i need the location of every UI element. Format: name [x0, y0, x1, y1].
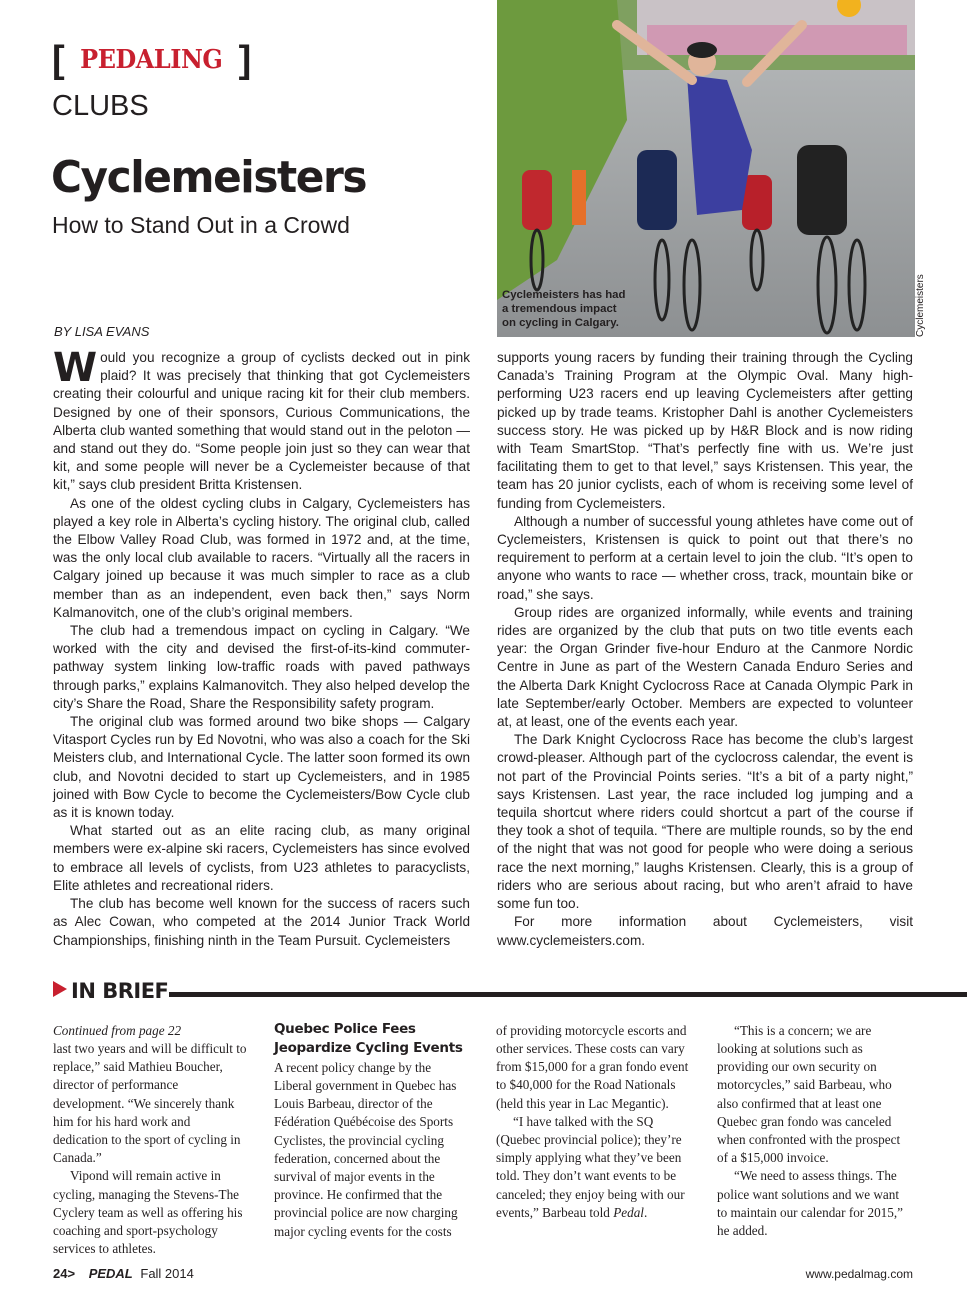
article-title: Cyclemeisters [51, 152, 367, 203]
kicker-label: PEDALING [80, 45, 223, 75]
race-finish-image [497, 0, 915, 337]
in-brief-heading [53, 978, 168, 1004]
drop-cap: W [53, 345, 98, 391]
paragraph-text: “I have talked with the SQ (Quebec provincial police); they’re simply applying what they’ve been told. They don’t want events to be canceled; they enjoy being with our events,” Barbeau told [496, 1113, 685, 1220]
issue-label: Fall 2014 [140, 1266, 194, 1282]
magazine-name: Pedal [613, 1204, 644, 1220]
brief-paragraph: “We need to assess things. The police want solutions and we want to maintain our calendar for 2015,” he added. [717, 1168, 904, 1238]
photo-caption [502, 288, 625, 330]
article-paragraph: Although a number of successful young athletes have come out of Cyclemeisters, Kristensen is quick to point out that there’s no requirement to perform at a certain level to join the club. “It’s open to anyone who wants to race — whether cross, track, mountain bike or road,” she says. [497, 513, 913, 602]
caption-line: a tremendous impact [502, 303, 617, 315]
cyclists-photo [497, 0, 915, 337]
in-brief-divider [169, 992, 967, 997]
section-kicker [52, 40, 251, 83]
brief-paragraph: last two years and will be difficult to replace,” said Mathieu Boucher, director of performance development. “We sincerely thank him for his hard work and dedication to the sport of cycling in Canada.” [53, 1040, 247, 1166]
punctuation: . [643, 1204, 648, 1220]
section-label: CLUBS [52, 90, 149, 122]
page-body [53, 345, 913, 1302]
brief-paragraph: Vipond will remain active in cycling, managing the Stevens-The Cyclery team as well as offering his coaching and sport-psychology services to athletes. [53, 1168, 243, 1257]
article-paragraph: As one of the oldest cycling clubs in Calgary, Cyclemeisters has played a key role in Alberta’s cycling history. The original club, called the Elbow Valley Road Club, was formed in 1972 and, at the time, was the only local club available to racers. “Virtually all the racers in Calgary joined up because it was much simpler to race as a club member than as an independent, even back then,” says Norm Kalmanovitch, one of the club’s original members. [53, 495, 470, 620]
brief-paragraph: “This is a concern; we are looking at solutions such as providing our own security on motorcycles,” said Barbeau, who also confirmed that at least one Quebec gran fondo was canceled when confronted with the prospect of a $15,000 invoice. [717, 1022, 901, 1166]
brief-paragraph: of providing motorcycle escorts and other services. These costs can vary from $15,000 for a gran fondo event to $40,000 for the Road Nationals (held this year in Lac Megantic). [496, 1022, 689, 1111]
article-column-left [53, 345, 470, 950]
article-paragraph [53, 345, 470, 495]
brief-paragraph [496, 1113, 691, 1222]
photo-credit: Cyclemeisters [915, 274, 926, 337]
continued-note: Continued from page 22 [53, 1022, 182, 1038]
bracket-open: [ [52, 39, 65, 81]
page-number: 24 [53, 1266, 68, 1282]
article-paragraph: What started out as an elite racing club, as many original members were ex-alpine ski racers, Cyclemeisters has since evolved to embrace all levels of cyclists, from U23 athletes to paracyclists, Elite athletes and recreational riders. [53, 823, 470, 893]
article-paragraph: For more information about Cyclemeisters, visit www.cyclemeisters.com. [497, 914, 913, 948]
bracket-close: ] [238, 39, 251, 81]
in-brief-columns [53, 1022, 913, 1259]
article-paragraph: The club has become well known for the success of racers such as Alec Cowan, who competed at the 2014 Junior Track World Championships, finishing ninth in the Team Pursuit. Cyclemeisters [53, 896, 470, 948]
article-paragraph: supports young racers by funding their training through the Cycling Canada’s Training Program at the Olympic Oval. Many high-performing U23 racers end up leaving Cyclemeisters after getting picked up by trade teams. Kristopher Dahl is another Cyclemeisters success story. He was picked up by H&R Block and is now riding with Team SmartStop. “That’s perfectly fine with us. We’re just facilitating them to get to that level,” says Kristensen. This year, the team has 20 junior cyclists, each of whom is receiving some level of funding from Cyclemeisters. [497, 350, 913, 511]
brief-column-2 [274, 1022, 470, 1241]
article-paragraph: Group rides are organized informally, while events and training rides are organized by the club that puts on two title events each year: the Organ Grinder five-hour Enduro at the Canmore Nordic Centre in June as part of the Western Canada Enduro Series and the Alberta Dark Knight Cyclocross Race at Canada Olympic Park in late September/early October. Members are expected to volunteer at, at least, one of the events each year. [497, 604, 913, 730]
magazine-title: PEDAL [88, 1266, 133, 1282]
byline: BY LISA EVANS [54, 324, 150, 339]
article-body [53, 345, 913, 950]
article-column-right [497, 349, 913, 950]
brief-column-4 [717, 1022, 907, 1240]
brief-column-3 [496, 1022, 691, 1222]
article-subtitle: How to Stand Out in a Crowd [52, 212, 350, 238]
article-paragraph: The club had a tremendous impact on cycling in Calgary. “We worked with the city and devised the first-of-its-kind commuter-pathway system linking low-traffic roads with paved pathways through parks,” explains Kalmanovitch. They also helped develop the city’s Share the Road, Share the Responsibility safety program. [53, 623, 470, 711]
brief-story-title: Quebec Police Fees Jeopardize Cycling Events [274, 1020, 463, 1056]
in-brief-header [53, 978, 967, 1004]
caption-line: on cycling in Calgary. [502, 317, 619, 329]
page-arrow: > [67, 1266, 76, 1282]
brief-column-1 [53, 1022, 248, 1259]
play-arrow-icon [53, 981, 67, 997]
in-brief-label: IN BRIEF [71, 978, 169, 1003]
page-footer [53, 1266, 913, 1302]
article-paragraph: The original club was formed around two bike shops — Calgary Vitasport Cycles run by Ed Novotni, who was also a coach for the Ski Meisters club, and International Cycle. The latter soon formed its own club, and Novotni decided to start up Cyclemeisters, and in 1985 joined with Bow Cycle to become the Cyclemeisters/Bow Cycle club as it is known today. [53, 714, 470, 821]
caption-line: Cyclemeisters has had [502, 289, 626, 301]
article-paragraph: The Dark Knight Cyclocross Race has become the club’s largest crowd-pleaser. Although part of the cyclocross calendar, the event is not part of the Provincial Points series. “It’s a bit of a party night,” says Kristensen. Last year, the race included log jumping and a tequila shortcut where riders could shortcut a part of the course if they took a shot of tequila. “There are multiple rounds, so by the end of the night that was not good for people who were doing a serious race the next morning,” laughs Kristensen. Clearly, this is a group of riders who are serious about racing, but who aren’t afraid to have some fun too. [497, 732, 913, 912]
brief-paragraph: A recent policy change by the Liberal government in Quebec has Louis Barbeau, director of the Fédération Québécoise des Sports Cyclistes, the provincial cycling federation, concerned about the survival of major events in the province. He confirmed that the provincial police are now charging major cycling events for the costs [274, 1059, 458, 1239]
paragraph-text: ould you recognize a group of cyclists decked out in pink plaid? It was precisely that thinking that got Cyclemeisters creating their colourful and unique racing kit for their club members. Designed by one of their sponsors, Curious Communications, the Alberta club wanted something that would stand out in the peloton — and stand out they do. “Some people join just so they can wear that kit, and some people will never be a Cyclemeister because of that kit,” says club president Britta Kristensen. [53, 350, 470, 493]
website-link[interactable]: www.pedalmag.com [805, 1267, 913, 1282]
